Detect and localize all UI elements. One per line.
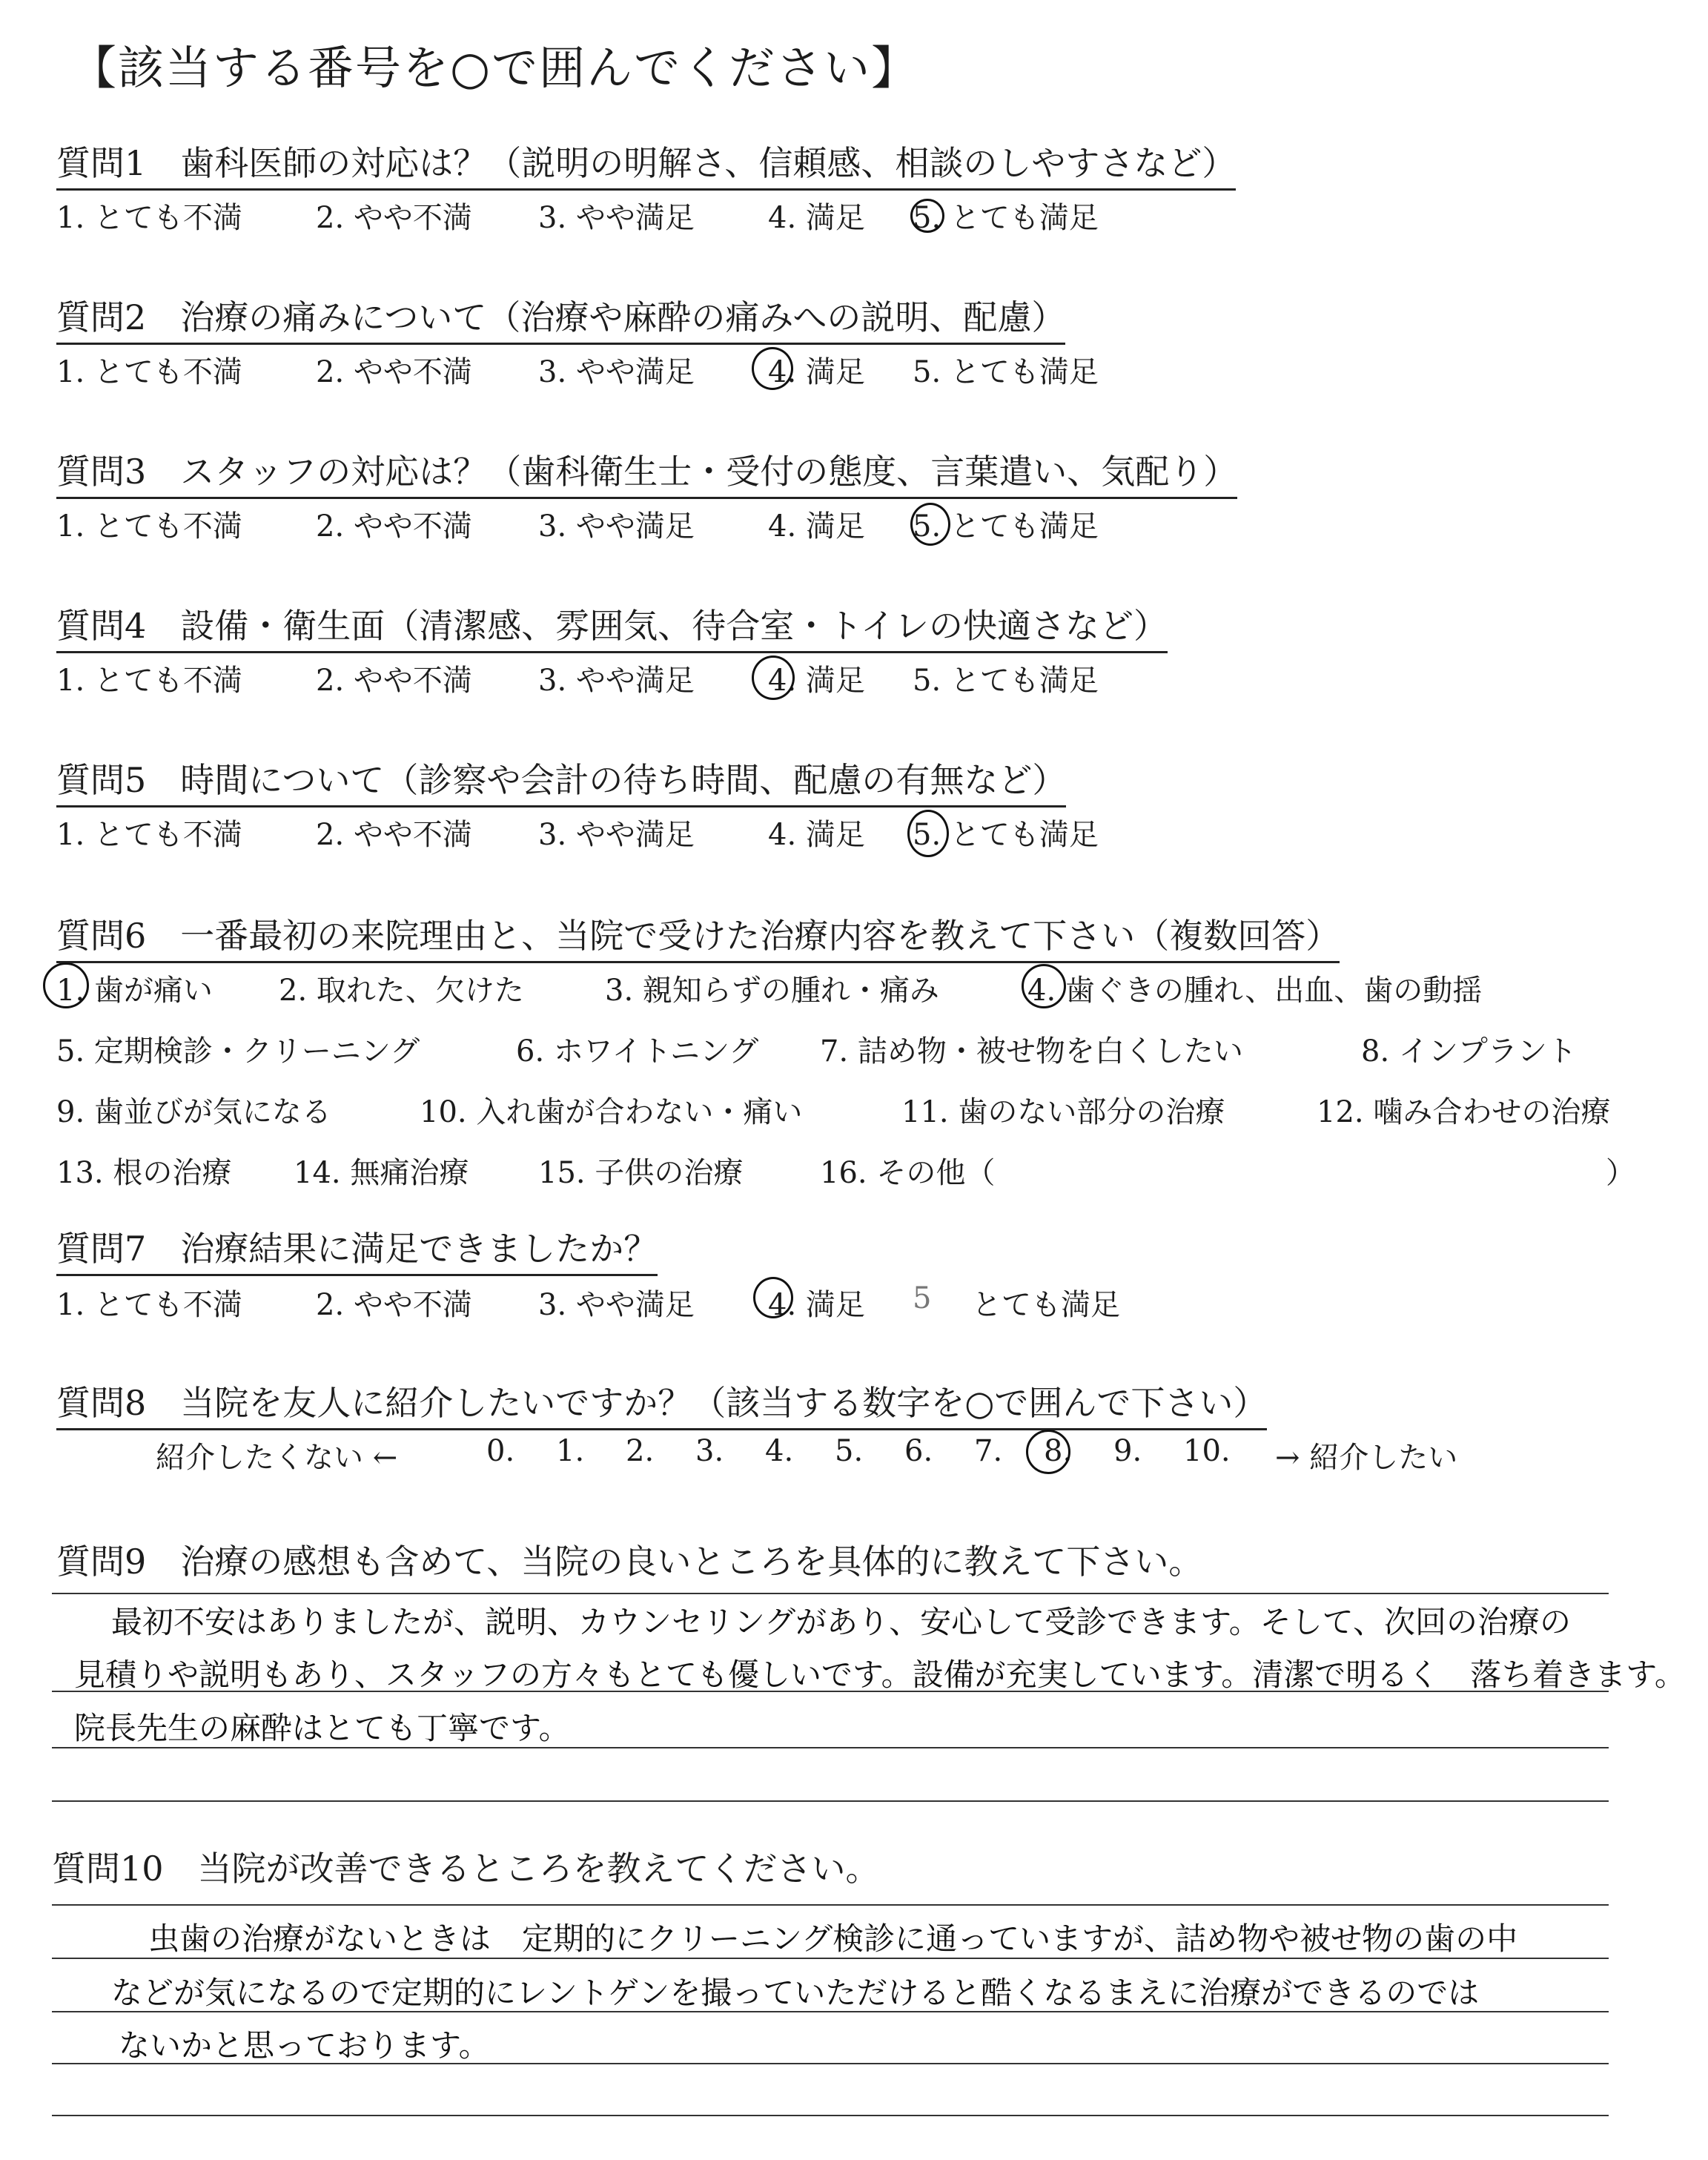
q10-handwritten-line-3: ないかと思っております。	[119, 2027, 490, 2064]
q1-option-3[interactable]: 3. やや満足	[538, 201, 695, 235]
q6-option-9[interactable]: 9. 歯並びが気になる	[56, 1095, 331, 1129]
q10-title: 質問10 当院が改善できるところを教えてください。	[52, 1849, 880, 1889]
q4-answer-circle	[752, 655, 795, 700]
q6-option-8[interactable]: 8. インプラント	[1361, 1034, 1577, 1069]
q4-option-3[interactable]: 3. やや満足	[538, 664, 695, 698]
q6-option-6[interactable]: 6. ホワイトニング	[516, 1034, 759, 1069]
q3-answer-circle	[910, 503, 950, 546]
form-heading: 【該当する番号を○で囲んでください】	[70, 41, 919, 95]
q9-title: 質問9 治療の感想も含めて、当院の良いところを具体的に教えて下さい。	[56, 1542, 1203, 1582]
q6-option-10[interactable]: 10. 入れ歯が合わない・痛い	[420, 1095, 803, 1129]
q1-answer-circle	[910, 199, 944, 233]
q5-option-5[interactable]: 5. とても満足	[913, 818, 1099, 852]
q8-scale	[156, 1434, 1564, 1475]
q6-option-15[interactable]: 15. 子供の治療	[538, 1156, 744, 1190]
q8-number-1[interactable]: 1.	[556, 1434, 585, 1468]
q1-option-1[interactable]: 1. とても不満	[56, 201, 242, 235]
q8-number-9[interactable]: 9.	[1113, 1434, 1142, 1468]
q6-answer-circle-1	[43, 962, 89, 1008]
q9-line-1	[52, 1593, 1609, 1594]
q7-option-5-number[interactable]: 5	[913, 1281, 932, 1315]
q6-option-7[interactable]: 7. 詰め物・被せ物を白くしたい	[820, 1034, 1243, 1069]
q1-option-4[interactable]: 4. 満足	[768, 201, 865, 235]
q9-handwritten-line-1: 最初不安はありましたが、説明、カウンセリングがあり、安心して受診できます。そして、次回の治療の	[111, 1604, 1571, 1640]
q5-option-3[interactable]: 3. やや満足	[538, 818, 695, 852]
q3-option-3[interactable]: 3. やや満足	[538, 509, 695, 544]
q6-other-close-paren: ）	[1606, 1156, 1635, 1190]
q7-option-2[interactable]: 2. やや不満	[316, 1288, 472, 1322]
q8-number-5[interactable]: 5.	[835, 1434, 864, 1468]
q1-option-2[interactable]: 2. やや不満	[316, 201, 472, 235]
q2-option-3[interactable]: 3. やや満足	[538, 355, 695, 389]
q9-handwritten-line-2: 見積りや説明もあり、スタッフの方々もとても優しいです。設備が充実しています。清潔で明るく 落ち着きます。	[74, 1657, 1686, 1693]
q6-option-4[interactable]: 4. 歯ぐきの腫れ、出血、歯の動揺	[1027, 974, 1483, 1008]
q4-option-2[interactable]: 2. やや不満	[316, 664, 472, 698]
q10-line-5	[52, 2115, 1609, 2116]
q5-option-1[interactable]: 1. とても不満	[56, 818, 242, 852]
q3-options	[56, 503, 1242, 544]
q7-option-3[interactable]: 3. やや満足	[538, 1288, 695, 1322]
q8-title: 質問8 当院を友人に紹介したいですか？（該当する数字を○で囲んで下さい）	[56, 1376, 1267, 1430]
q6-option-14[interactable]: 14. 無痛治療	[294, 1156, 469, 1190]
q7-options	[56, 1281, 1242, 1322]
q6-option-12[interactable]: 12. 噛み合わせの治療	[1317, 1095, 1611, 1129]
q2-option-5[interactable]: 5. とても満足	[913, 355, 1099, 389]
q4-title: 質問4 設備・衛生面（清潔感、雰囲気、待合室・トイレの快適さなど）	[56, 599, 1168, 653]
q8-number-2[interactable]: 2.	[626, 1434, 655, 1468]
q4-option-1[interactable]: 1. とても不満	[56, 664, 242, 698]
q4-options	[56, 657, 1242, 698]
q8-number-0[interactable]: 0.	[486, 1434, 515, 1468]
q5-option-4[interactable]: 4. 満足	[768, 818, 865, 852]
q3-option-2[interactable]: 2. やや不満	[316, 509, 472, 544]
q8-number-7[interactable]: 7.	[974, 1434, 1003, 1468]
q2-option-2[interactable]: 2. やや不満	[316, 355, 472, 389]
q8-answer-circle	[1026, 1430, 1073, 1474]
q8-left-label: 紹介したくない ←	[156, 1441, 398, 1475]
q2-option-4[interactable]: 4. 満足	[768, 355, 865, 389]
q8-number-10[interactable]: 10.	[1183, 1434, 1231, 1468]
q6-title: 質問6 一番最初の来院理由と、当院で受けた治療内容を教えて下さい（複数回答）	[56, 909, 1340, 963]
q3-option-5[interactable]: 5. とても満足	[913, 509, 1099, 544]
q8-right-label: → 紹介したい	[1275, 1441, 1458, 1475]
q3-title: 質問3 スタッフの対応は？（歯科衛生士・受付の態度、言葉遣い、気配り）	[56, 445, 1237, 499]
q8-number-3[interactable]: 3.	[695, 1434, 724, 1468]
q6-option-2[interactable]: 2. 取れた、欠けた	[279, 974, 524, 1008]
q2-answer-circle	[752, 347, 793, 390]
q9-line-4	[52, 1800, 1609, 1802]
q2-option-1[interactable]: 1. とても不満	[56, 355, 242, 389]
q7-option-5-label[interactable]: とても満足	[972, 1288, 1120, 1322]
q8-number-4[interactable]: 4.	[765, 1434, 794, 1468]
q6-option-13[interactable]: 13. 根の治療	[56, 1156, 232, 1190]
q10-handwritten-line-1: 虫歯の治療がないときは 定期的にクリーニング検診に通っていますが、詰め物や被せ物の歯の中	[148, 1920, 1518, 1957]
q4-option-4[interactable]: 4. 満足	[768, 664, 865, 698]
q5-answer-circle	[907, 810, 949, 857]
q8-number-6[interactable]: 6.	[904, 1434, 933, 1468]
q5-title: 質問5 時間について（診察や会計の待ち時間、配慮の有無など）	[56, 753, 1066, 807]
q1-title: 質問1 歯科医師の対応は？（説明の明解さ、信頼感、相談のしやすさなど）	[56, 136, 1236, 191]
q8-number-8[interactable]: 8.	[1044, 1434, 1073, 1468]
q7-option-1[interactable]: 1. とても不満	[56, 1288, 242, 1322]
q5-option-2[interactable]: 2. やや不満	[316, 818, 472, 852]
q1-options	[56, 194, 1242, 235]
q3-option-4[interactable]: 4. 満足	[768, 509, 865, 544]
q6-option-16[interactable]: 16. その他（	[820, 1156, 996, 1190]
q6-options	[56, 967, 1687, 1212]
q3-option-1[interactable]: 1. とても不満	[56, 509, 242, 544]
q2-options	[56, 349, 1242, 389]
q6-option-1[interactable]: 1. 歯が痛い	[56, 974, 213, 1008]
q6-option-5[interactable]: 5. 定期検診・クリーニング	[56, 1034, 420, 1069]
q6-option-3[interactable]: 3. 親知らずの腫れ・痛み	[605, 974, 939, 1008]
q1-option-5[interactable]: 5. とても満足	[913, 201, 1099, 235]
q2-title: 質問2 治療の痛みについて（治療や麻酔の痛みへの説明、配慮）	[56, 291, 1065, 345]
q6-option-11[interactable]: 11. 歯のない部分の治療	[901, 1095, 1225, 1129]
q7-option-4[interactable]: 4. 満足	[768, 1288, 865, 1322]
q10-handwritten-line-2: などが気になるので定期的にレントゲンを撮っていただけると酷くなるまえに治療ができるのでは	[111, 1975, 1480, 2011]
q10-line-1	[52, 1904, 1609, 1906]
q7-answer-circle	[753, 1277, 793, 1318]
q6-answer-circle-4	[1022, 964, 1066, 1008]
q9-handwritten-line-3: 院長先生の麻酔はとても丁寧です。	[74, 1710, 570, 1746]
q4-option-5[interactable]: 5. とても満足	[913, 664, 1099, 698]
q5-options	[56, 811, 1242, 852]
q7-title: 質問7 治療結果に満足できましたか？	[56, 1222, 658, 1276]
